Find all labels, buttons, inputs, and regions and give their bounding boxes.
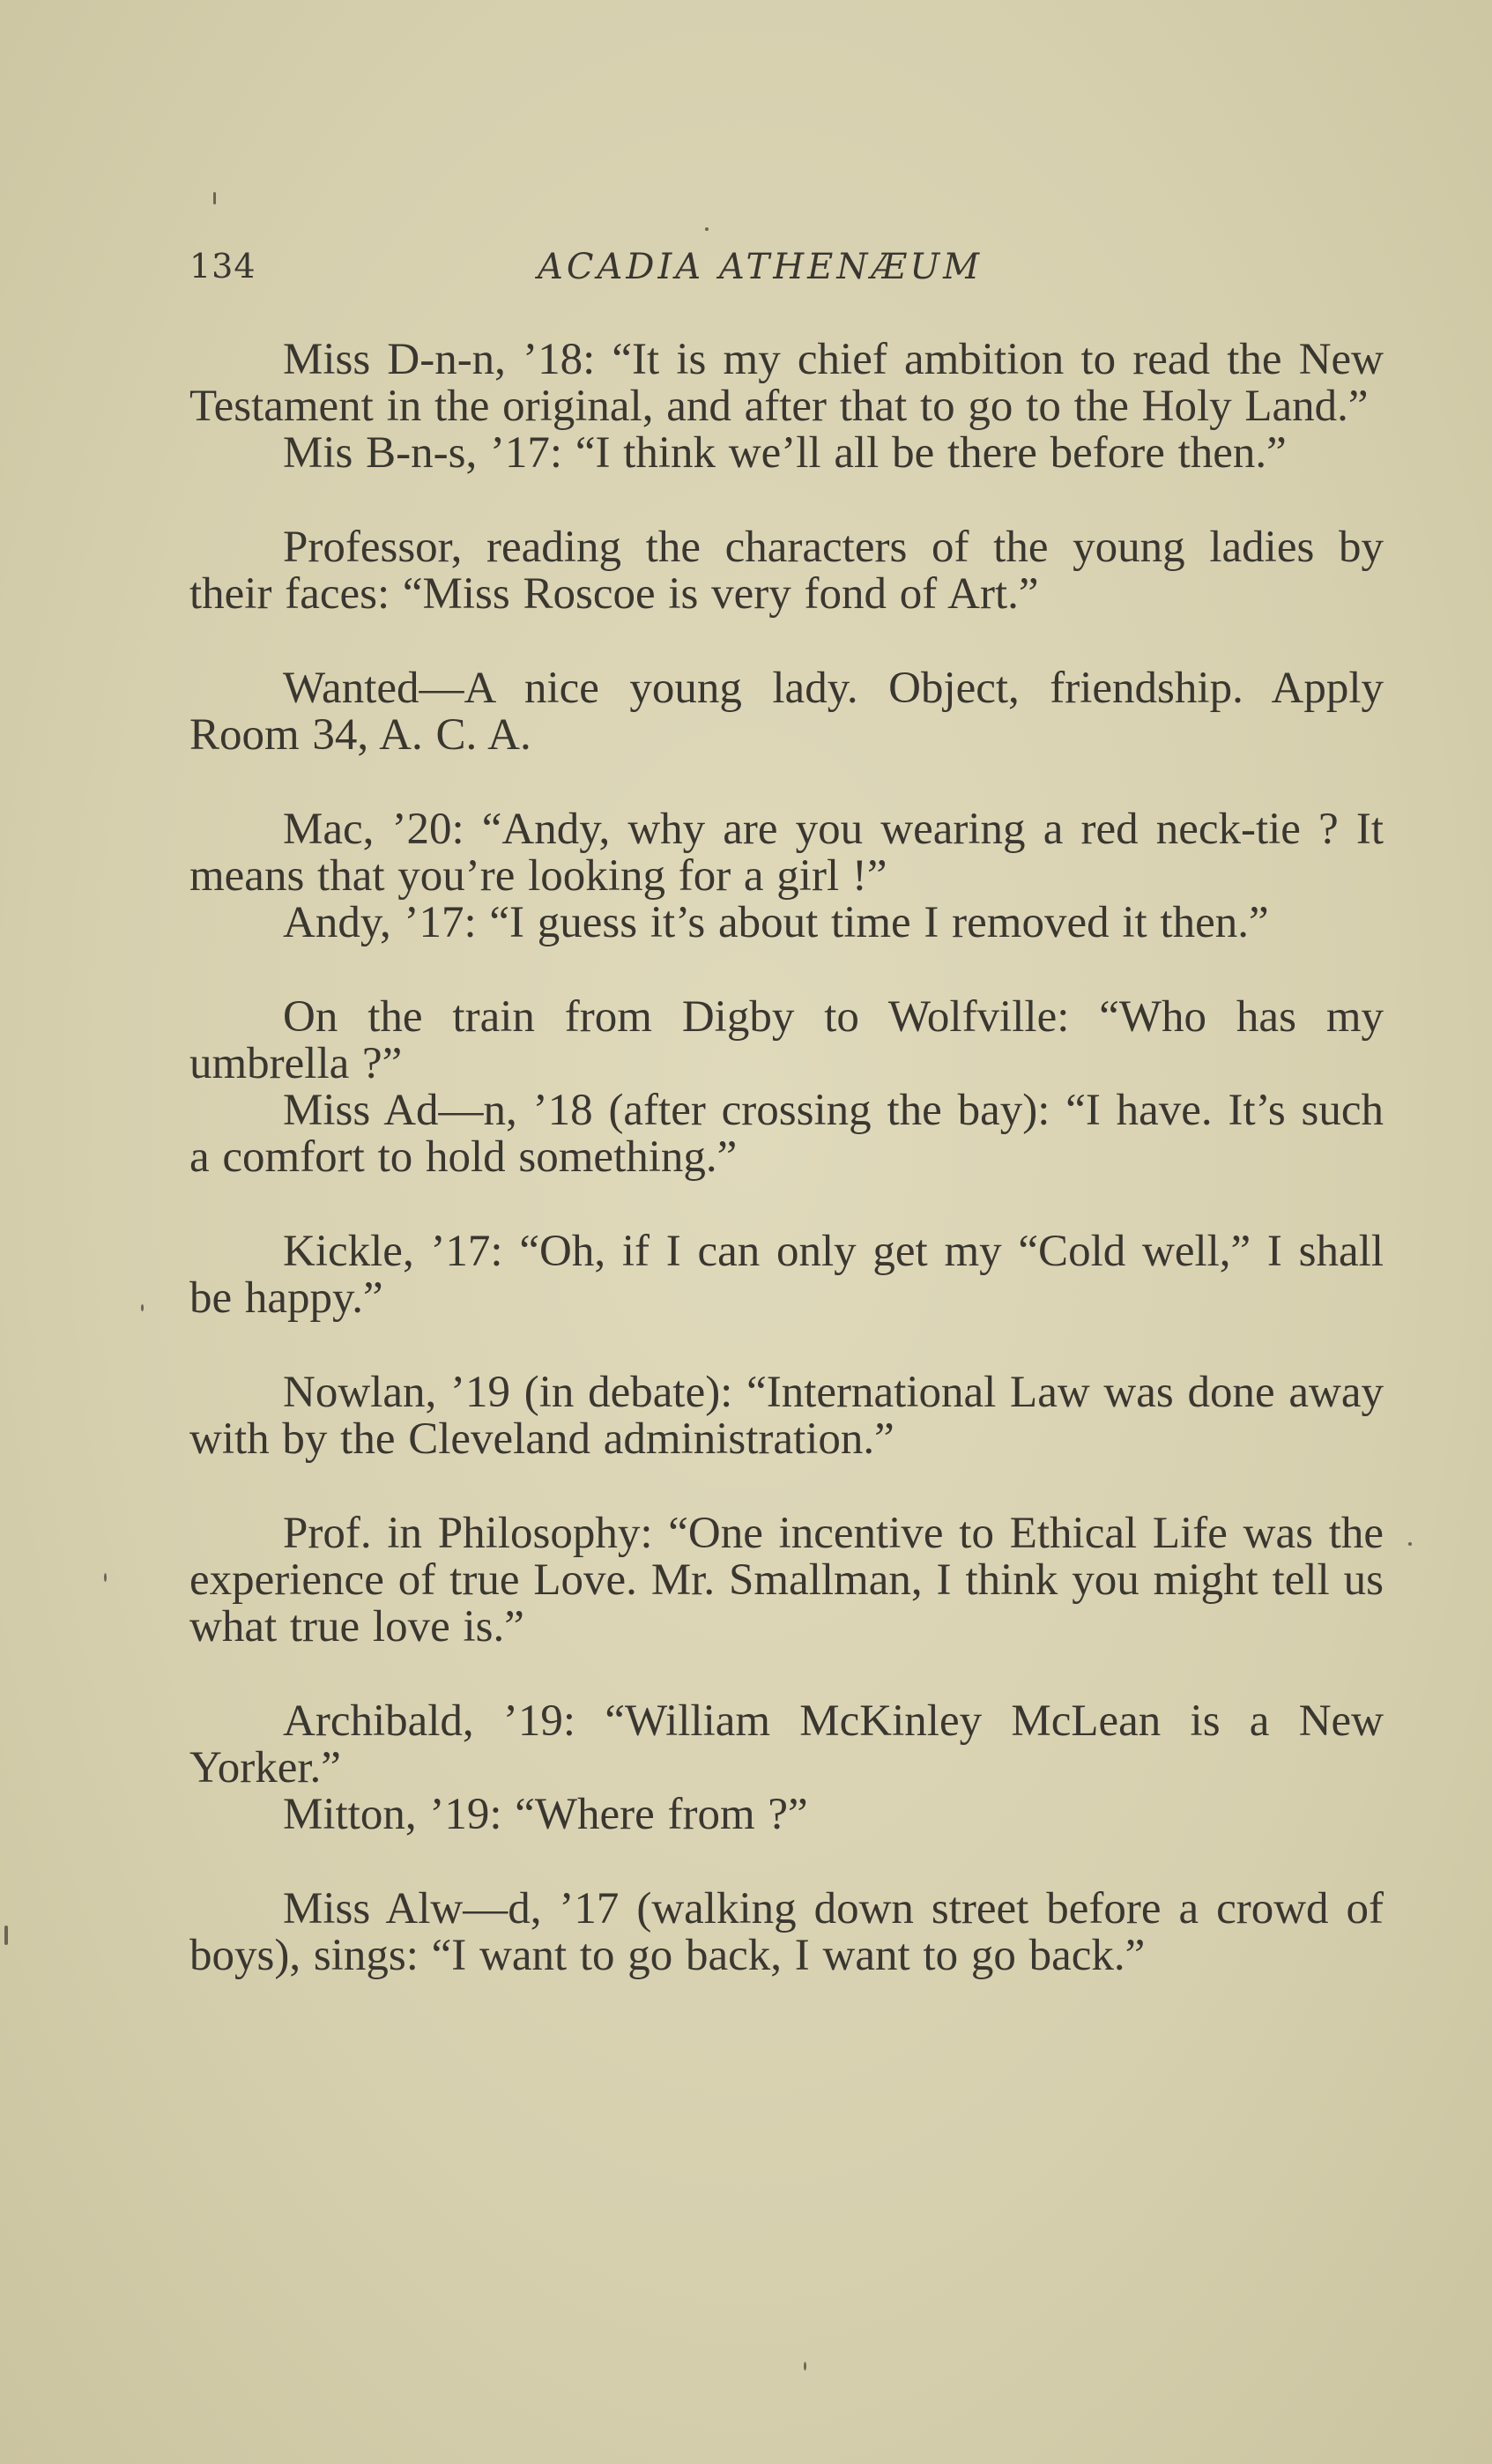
anecdote-entry xyxy=(189,1886,1384,1979)
paragraph: Nowlan, ’19 (in debate): “International Law was done away with by the Cleveland administration.” xyxy=(189,1368,1384,1464)
paper-speck xyxy=(213,192,216,204)
journal-title: ACADIA ATHENÆUM xyxy=(538,247,984,287)
anecdote-entry xyxy=(189,337,1384,477)
anecdote-entry xyxy=(189,1698,1384,1838)
paper-speck xyxy=(804,2362,806,2371)
body-text xyxy=(189,337,1384,2027)
paragraph: Professor, reading the characters of the young ladies by their faces: “Miss Roscoe is very fond of Art.” xyxy=(189,523,1384,619)
paragraph: Andy, ’17: “I guess it’s about time I removed it then.” xyxy=(283,898,1269,947)
paragraph: Kickle, ’17: “Oh, if I can only get my “Cold well,” I shall be happy.” xyxy=(189,1227,1384,1323)
anecdote-entry xyxy=(189,1510,1384,1651)
paper-speck xyxy=(4,1926,8,1945)
paper-speck xyxy=(141,1304,144,1311)
paragraph: Wanted—A nice young lady. Object, friendship. Apply Room 34, A. C. A. xyxy=(189,664,1384,760)
page-number: 134 xyxy=(189,247,256,286)
anecdote-entry xyxy=(189,524,1384,618)
paper-speck xyxy=(104,1573,107,1582)
paragraph: Miss Alw—d, ’17 (walking down street before a crowd of boys), sings: “I want to go back, I want to go back.” xyxy=(189,1884,1384,1980)
paragraph: Mis B-n-s, ’17: “I think we’ll all be there before then.” xyxy=(283,428,1287,478)
paragraph: Archibald, ’19: “William McKinley McLean is a New Yorker.” xyxy=(189,1696,1384,1792)
anecdote-entry xyxy=(189,665,1384,759)
paragraph: On the train from Digby to Wolfville: “Who has my umbrella ?” xyxy=(189,992,1384,1088)
paragraph: Prof. in Philosophy: “One incentive to Ethical Life was the experience of true Love. Mr. Smallman, I think you might tell us what true love is.” xyxy=(189,1509,1384,1651)
paragraph: Miss D-n-n, ’18: “It is my chief ambition to read the New Testament in the original, and after that to go to the Holy Land.” xyxy=(189,335,1384,431)
anecdote-entry xyxy=(189,1369,1384,1463)
paragraph: Miss Ad—n, ’18 (after crossing the bay): “I have. It’s such a comfort to hold something.” xyxy=(189,1086,1384,1182)
anecdote-entry xyxy=(189,806,1384,946)
anecdote-entry xyxy=(189,994,1384,1181)
running-head xyxy=(189,247,1384,300)
paragraph: Mitton, ’19: “Where from ?” xyxy=(283,1790,808,1839)
paragraph: Mac, ’20: “Andy, why are you wearing a red neck-tie ? It means that you’re looking for a girl !” xyxy=(189,805,1384,901)
paper-speck xyxy=(705,227,709,231)
paper-speck xyxy=(1408,1542,1412,1546)
anecdote-entry xyxy=(189,1228,1384,1322)
